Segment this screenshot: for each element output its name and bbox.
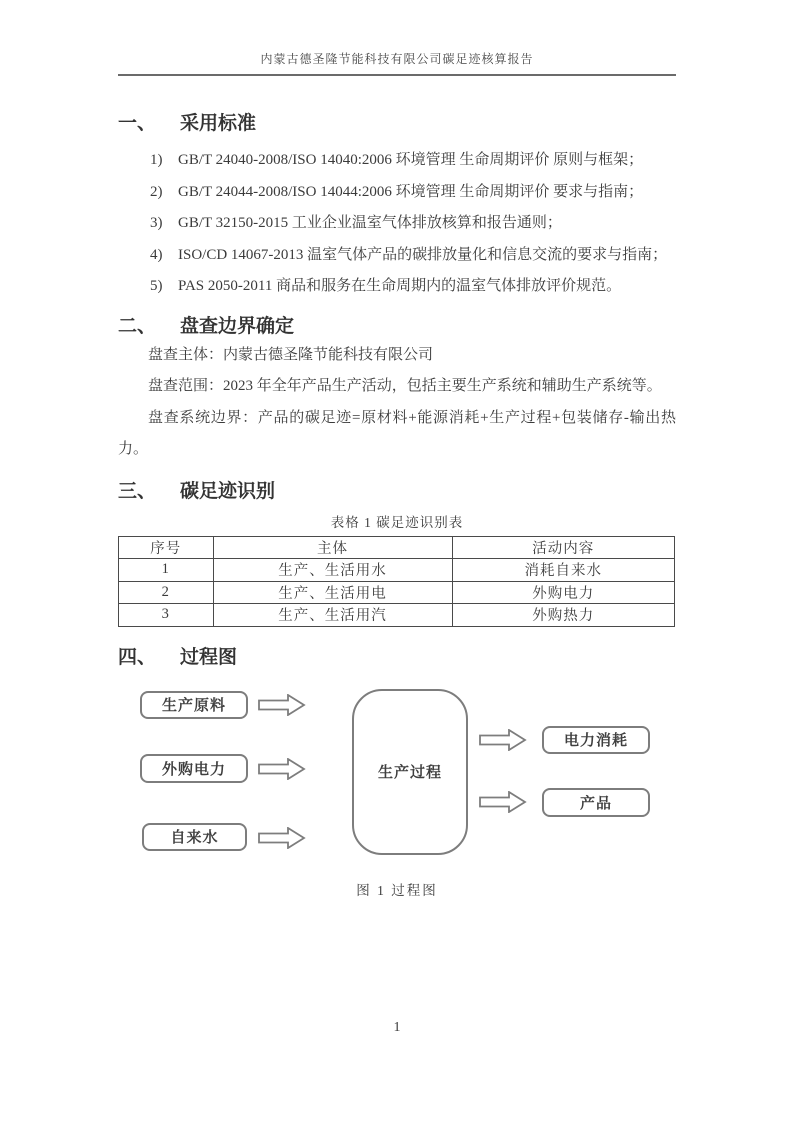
section-title: 采用标准: [180, 113, 257, 134]
list-item: [118, 145, 676, 177]
table-cell: 生产、生活用水: [213, 559, 452, 582]
section-heading-standards: [118, 108, 676, 135]
section-title: 过程图: [180, 646, 238, 668]
flow-arrow-icon: [258, 694, 306, 716]
diagram-output-electricity-consumption: 电力消耗: [542, 726, 650, 754]
page-number: 1: [393, 1020, 401, 1035]
figure-caption: 图 1 过程图: [356, 882, 438, 898]
list-item-text: GB/T 24040-2008/ISO 14040:2006 环境管理 生命周期评价 原则与框架；: [178, 152, 644, 168]
section-number: 一、: [118, 113, 157, 134]
process-flow-diagram: [118, 681, 676, 863]
paragraph-inventory-subject: 盘查主体：内蒙古德圣隆节能科技有限公司: [148, 346, 434, 363]
diagram-input-purchased-electricity: 外购电力: [140, 754, 248, 783]
list-item-marker: 5): [150, 278, 163, 294]
section-title: 碳足迹识别: [180, 480, 276, 502]
diagram-output-product: 产品: [542, 788, 650, 817]
column-header: 活动内容: [452, 536, 674, 559]
document-header: [118, 50, 676, 76]
table-cell: 2: [119, 581, 214, 604]
standards-list: [118, 145, 676, 303]
section-heading-process-diagram: [118, 642, 676, 669]
column-header: 主体: [213, 536, 452, 559]
diagram-input-raw-material: 生产原料: [140, 691, 248, 719]
list-item-marker: 4): [150, 246, 163, 263]
table-cell: 外购电力: [452, 581, 674, 604]
footprint-identification-table: [118, 536, 675, 627]
table-cell: 消耗自来水: [452, 559, 674, 582]
paragraph-inventory-scope: 盘查范围：2023 年全年产品生产活动，包括主要生产系统和辅助生产系统等。: [148, 378, 662, 394]
table-caption: 表格 1 碳足迹识别表: [330, 514, 464, 530]
list-item: [118, 208, 676, 240]
list-item-text: ISO/CD 14067-2013 温室气体产品的碳排放量化和信息交流的要求与指南；: [178, 246, 668, 263]
section-number: 三、: [118, 480, 157, 502]
list-item-text: GB/T 24044-2008/ISO 14044:2006 环境管理 生命周期评价 要求与指南；: [178, 183, 644, 200]
table-cell: 生产、生活用汽: [213, 604, 452, 627]
flow-arrow-icon: [479, 729, 527, 751]
column-header: 序号: [119, 536, 214, 559]
list-item-text: PAS 2050-2011 商品和服务在生命周期内的温室气体排放评价规范。: [178, 278, 622, 294]
table-cell: 生产、生活用电: [213, 581, 452, 604]
table-cell: 1: [119, 559, 214, 582]
diagram-input-tap-water: 自来水: [142, 823, 247, 851]
list-item-text: GB/T 32150-2015 工业企业温室气体排放核算和报告通则；: [178, 215, 562, 231]
section-heading-boundary: [118, 311, 676, 338]
section-heading-identification: [118, 476, 676, 503]
section-number: 四、: [118, 646, 157, 668]
table-header-row: [119, 536, 675, 559]
section-number: 二、: [118, 315, 157, 337]
table-row: [119, 604, 675, 627]
list-item-marker: 2): [150, 183, 163, 200]
document-header-title: 内蒙古德圣隆节能科技有限公司碳足迹核算报告: [260, 52, 534, 66]
flow-arrow-icon: [479, 791, 527, 813]
table-row: [119, 559, 675, 582]
table-row: [119, 581, 675, 604]
page-content: [118, 96, 676, 899]
diagram-process-box: 生产过程: [352, 689, 468, 855]
list-item-marker: 1): [150, 152, 163, 168]
flow-arrow-icon: [258, 758, 306, 780]
list-item: [118, 271, 676, 303]
section-title: 盘查边界确定: [180, 315, 295, 337]
list-item-marker: 3): [150, 215, 163, 231]
flow-arrow-icon: [258, 827, 306, 849]
table-cell: 外购热力: [452, 604, 674, 627]
list-item: [118, 177, 676, 209]
table-cell: 3: [119, 604, 214, 627]
list-item: [118, 240, 676, 272]
paragraph-system-boundary: 盘查系统边界：产品的碳足迹=原材料+能源消耗+生产过程+包装储存-输出热力。: [118, 409, 676, 457]
